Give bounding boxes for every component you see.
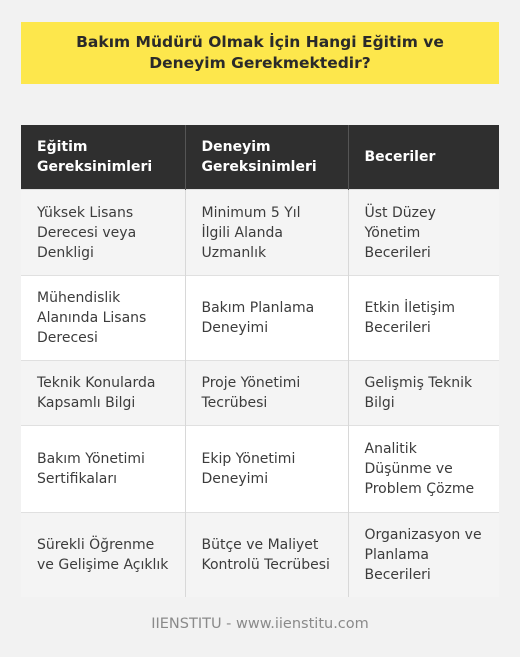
table-cell: Bakım Yönetimi Sertifikaları (21, 426, 185, 513)
table-cell: Organizasyon ve Planlama Becerileri (348, 513, 499, 598)
table-cell: Bütçe ve Maliyet Kontrolü Tecrübesi (185, 513, 348, 598)
table-cell: Üst Düzey Yönetim Becerileri (348, 190, 499, 276)
table-cell: Proje Yönetimi Tecrübesi (185, 361, 348, 426)
table-cell: Sürekli Öğrenme ve Gelişime Açıklık (21, 513, 185, 598)
header-skills: Beceriler (348, 125, 499, 190)
table-cell: Teknik Konularda Kapsamlı Bilgi (21, 361, 185, 426)
table-cell: Ekip Yönetimi Deneyimi (185, 426, 348, 513)
table-header-row (21, 125, 499, 190)
table-cell: Mühendislik Alanında Lisans Derecesi (21, 276, 185, 361)
header-education: Eğitim Gereksinimleri (21, 125, 185, 190)
table-row (21, 361, 499, 426)
table-cell: Gelişmiş Teknik Bilgi (348, 361, 499, 426)
page-title: Bakım Müdürü Olmak İçin Hangi Eğitim ve Deneyim Gerekmektedir? (76, 33, 444, 72)
table-cell: Minimum 5 Yıl İlgili Alanda Uzmanlık (185, 190, 348, 276)
table-row (21, 426, 499, 513)
table-row (21, 190, 499, 276)
table-cell: Yüksek Lisans Derecesi veya Denkligi (21, 190, 185, 276)
table-row (21, 276, 499, 361)
footer-credit: IIENSTITU - www.iienstitu.com (151, 616, 369, 632)
table-cell: Bakım Planlama Deneyimi (185, 276, 348, 361)
requirements-table (21, 125, 499, 597)
title-banner (21, 22, 499, 84)
table-cell: Etkin İletişim Becerileri (348, 276, 499, 361)
header-experience: Deneyim Gereksinimleri (185, 125, 348, 190)
table-row (21, 513, 499, 598)
table-cell: Analitik Düşünme ve Problem Çözme (348, 426, 499, 513)
